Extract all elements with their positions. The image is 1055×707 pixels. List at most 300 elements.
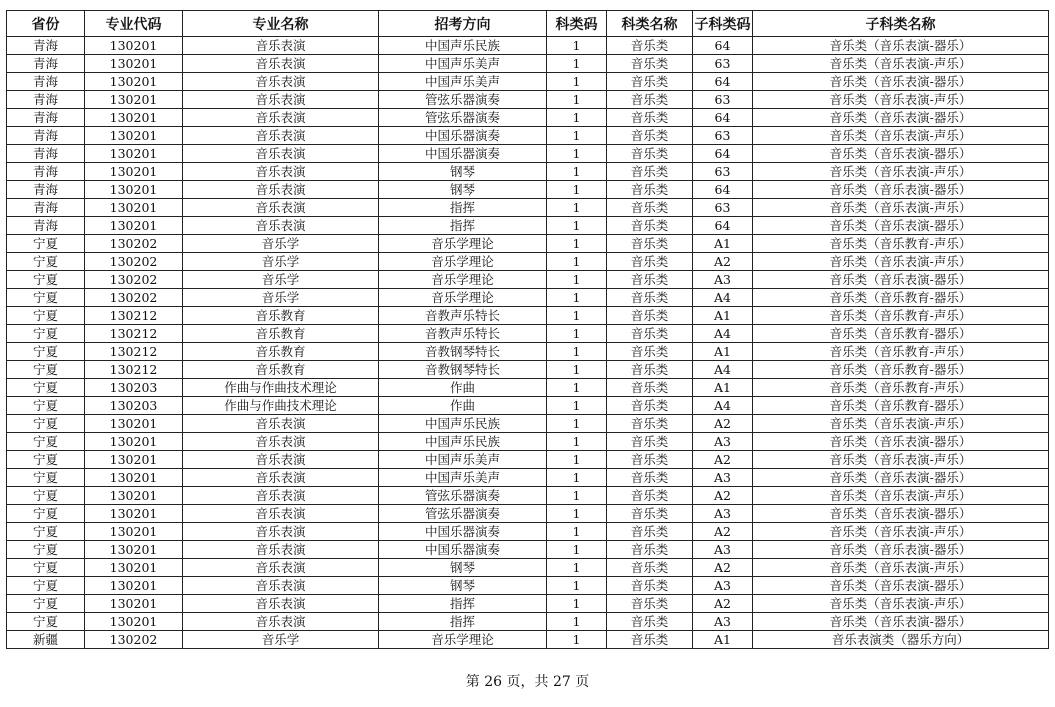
category-code-cell: 1 [547, 217, 607, 235]
direction-cell: 管弦乐器演奏 [379, 109, 547, 127]
subcategory-name-cell: 音乐类（音乐表演-器乐） [753, 505, 1049, 523]
major-code-cell: 130202 [85, 631, 183, 649]
subcategory-name-cell: 音乐类（音乐表演-器乐） [753, 73, 1049, 91]
subcategory-name-cell: 音乐类（音乐表演-器乐） [753, 541, 1049, 559]
category-code-cell: 1 [547, 163, 607, 181]
category-name-cell: 音乐类 [607, 469, 693, 487]
subcategory-code-cell: A1 [693, 631, 753, 649]
major-name-cell: 音乐表演 [183, 487, 379, 505]
major-name-cell: 音乐表演 [183, 163, 379, 181]
category-code-cell: 1 [547, 55, 607, 73]
subcategory-name-cell: 音乐类（音乐表演-声乐） [753, 127, 1049, 145]
province-cell: 青海 [7, 73, 85, 91]
subcategory-name-cell: 音乐类（音乐表演-器乐） [753, 109, 1049, 127]
major-code-cell: 130201 [85, 595, 183, 613]
category-code-cell: 1 [547, 505, 607, 523]
category-code-cell: 1 [547, 487, 607, 505]
major-code-cell: 130203 [85, 397, 183, 415]
table-row [7, 415, 1049, 433]
major-name-cell: 音乐表演 [183, 559, 379, 577]
major-name-cell: 音乐学 [183, 253, 379, 271]
subcategory-code-cell: A3 [693, 505, 753, 523]
subcategory-code-cell: 64 [693, 109, 753, 127]
category-name-cell: 音乐类 [607, 523, 693, 541]
table-row [7, 505, 1049, 523]
direction-cell: 中国乐器演奏 [379, 541, 547, 559]
major-name-cell: 音乐表演 [183, 541, 379, 559]
province-cell: 青海 [7, 199, 85, 217]
category-code-cell: 1 [547, 595, 607, 613]
major-code-cell: 130201 [85, 433, 183, 451]
subcategory-name-cell: 音乐类（音乐表演-器乐） [753, 433, 1049, 451]
major-code-cell: 130201 [85, 73, 183, 91]
category-name-cell: 音乐类 [607, 487, 693, 505]
category-code-cell: 1 [547, 469, 607, 487]
category-code-cell: 1 [547, 37, 607, 55]
province-cell: 宁夏 [7, 451, 85, 469]
subcategory-name-cell: 音乐类（音乐表演-声乐） [753, 199, 1049, 217]
subcategory-code-cell: A3 [693, 541, 753, 559]
subcategory-code-cell: A3 [693, 433, 753, 451]
subcategory-code-cell: A2 [693, 595, 753, 613]
direction-cell: 音乐学理论 [379, 631, 547, 649]
table-row [7, 577, 1049, 595]
category-code-cell: 1 [547, 253, 607, 271]
subcategory-code-cell: 64 [693, 181, 753, 199]
subcategory-name-cell: 音乐类（音乐教育-声乐） [753, 235, 1049, 253]
subcategory-code-cell: 63 [693, 55, 753, 73]
page-number: 第 26 页，共 27 页 [465, 674, 590, 690]
subcategory-name-cell: 音乐类（音乐表演-声乐） [753, 91, 1049, 109]
province-cell: 青海 [7, 55, 85, 73]
subcategory-code-cell: A4 [693, 325, 753, 343]
province-cell: 宁夏 [7, 523, 85, 541]
direction-cell: 指挥 [379, 217, 547, 235]
direction-cell: 指挥 [379, 595, 547, 613]
major-code-cell: 130201 [85, 487, 183, 505]
major-name-cell: 音乐表演 [183, 433, 379, 451]
subcategory-name-cell: 音乐类（音乐表演-声乐） [753, 595, 1049, 613]
subcategory-name-cell: 音乐类（音乐教育-器乐） [753, 397, 1049, 415]
header-major-name: 专业名称 [183, 11, 379, 37]
category-name-cell: 音乐类 [607, 253, 693, 271]
major-name-cell: 音乐学 [183, 289, 379, 307]
direction-cell: 管弦乐器演奏 [379, 91, 547, 109]
subcategory-code-cell: A1 [693, 307, 753, 325]
subcategory-name-cell: 音乐类（音乐表演-器乐） [753, 145, 1049, 163]
subcategory-name-cell: 音乐类（音乐表演-器乐） [753, 469, 1049, 487]
direction-cell: 中国乐器演奏 [379, 523, 547, 541]
province-cell: 宁夏 [7, 469, 85, 487]
subcategory-name-cell: 音乐类（音乐教育-声乐） [753, 307, 1049, 325]
table-row [7, 307, 1049, 325]
category-name-cell: 音乐类 [607, 433, 693, 451]
table-row [7, 235, 1049, 253]
subcategory-code-cell: A4 [693, 361, 753, 379]
category-code-cell: 1 [547, 559, 607, 577]
major-name-cell: 音乐表演 [183, 217, 379, 235]
province-cell: 宁夏 [7, 325, 85, 343]
direction-cell: 钢琴 [379, 559, 547, 577]
header-category-code: 科类码 [547, 11, 607, 37]
table-row [7, 397, 1049, 415]
province-cell: 宁夏 [7, 541, 85, 559]
major-name-cell: 音乐教育 [183, 325, 379, 343]
header-subcategory-name: 子科类名称 [753, 11, 1049, 37]
major-name-cell: 作曲与作曲技术理论 [183, 397, 379, 415]
direction-cell: 音乐学理论 [379, 289, 547, 307]
subcategory-name-cell: 音乐类（音乐教育-器乐） [753, 361, 1049, 379]
major-code-cell: 130201 [85, 541, 183, 559]
direction-cell: 音乐学理论 [379, 271, 547, 289]
major-name-cell: 音乐教育 [183, 343, 379, 361]
major-name-cell: 音乐表演 [183, 91, 379, 109]
major-code-cell: 130201 [85, 199, 183, 217]
subcategory-name-cell: 音乐类（音乐表演-声乐） [753, 253, 1049, 271]
table-row [7, 523, 1049, 541]
major-name-cell: 音乐教育 [183, 361, 379, 379]
category-name-cell: 音乐类 [607, 415, 693, 433]
major-name-cell: 音乐表演 [183, 55, 379, 73]
major-name-cell: 音乐表演 [183, 181, 379, 199]
table-row [7, 595, 1049, 613]
major-name-cell: 音乐表演 [183, 73, 379, 91]
province-cell: 宁夏 [7, 505, 85, 523]
category-code-cell: 1 [547, 523, 607, 541]
table-row [7, 289, 1049, 307]
category-code-cell: 1 [547, 145, 607, 163]
direction-cell: 管弦乐器演奏 [379, 487, 547, 505]
subcategory-code-cell: 63 [693, 127, 753, 145]
major-code-cell: 130201 [85, 415, 183, 433]
direction-cell: 音乐学理论 [379, 253, 547, 271]
subcategory-name-cell: 音乐类（音乐表演-声乐） [753, 559, 1049, 577]
subcategory-name-cell: 音乐类（音乐教育-器乐） [753, 325, 1049, 343]
direction-cell: 中国乐器演奏 [379, 145, 547, 163]
category-name-cell: 音乐类 [607, 217, 693, 235]
direction-cell: 管弦乐器演奏 [379, 505, 547, 523]
province-cell: 宁夏 [7, 613, 85, 631]
subcategory-name-cell: 音乐类（音乐表演-器乐） [753, 613, 1049, 631]
direction-cell: 音教钢琴特长 [379, 361, 547, 379]
major-code-cell: 130202 [85, 271, 183, 289]
category-code-cell: 1 [547, 433, 607, 451]
category-name-cell: 音乐类 [607, 577, 693, 595]
table-row [7, 343, 1049, 361]
major-code-cell: 130201 [85, 37, 183, 55]
province-cell: 青海 [7, 163, 85, 181]
category-name-cell: 音乐类 [607, 109, 693, 127]
subcategory-name-cell: 音乐类（音乐表演-声乐） [753, 415, 1049, 433]
major-code-cell: 130201 [85, 469, 183, 487]
header-subcategory-code: 子科类码 [693, 11, 753, 37]
category-code-cell: 1 [547, 235, 607, 253]
subcategory-code-cell: A2 [693, 487, 753, 505]
subcategory-code-cell: A1 [693, 235, 753, 253]
direction-cell: 作曲 [379, 397, 547, 415]
direction-cell: 中国声乐美声 [379, 55, 547, 73]
category-name-cell: 音乐类 [607, 631, 693, 649]
category-name-cell: 音乐类 [607, 289, 693, 307]
major-code-cell: 130201 [85, 127, 183, 145]
table-row [7, 379, 1049, 397]
major-name-cell: 音乐学 [183, 631, 379, 649]
category-name-cell: 音乐类 [607, 181, 693, 199]
province-cell: 新疆 [7, 631, 85, 649]
table-row [7, 361, 1049, 379]
subcategory-code-cell: A2 [693, 451, 753, 469]
subcategory-code-cell: A2 [693, 523, 753, 541]
major-code-cell: 130201 [85, 613, 183, 631]
category-name-cell: 音乐类 [607, 55, 693, 73]
category-name-cell: 音乐类 [607, 613, 693, 631]
category-code-cell: 1 [547, 199, 607, 217]
direction-cell: 钢琴 [379, 163, 547, 181]
major-code-cell: 130201 [85, 559, 183, 577]
direction-cell: 中国声乐美声 [379, 451, 547, 469]
subcategory-name-cell: 音乐表演类（器乐方向） [753, 631, 1049, 649]
category-name-cell: 音乐类 [607, 163, 693, 181]
subcategory-code-cell: A1 [693, 379, 753, 397]
direction-cell: 音教声乐特长 [379, 307, 547, 325]
subcategory-code-cell: 64 [693, 37, 753, 55]
major-name-cell: 音乐表演 [183, 595, 379, 613]
category-name-cell: 音乐类 [607, 505, 693, 523]
subcategory-name-cell: 音乐类（音乐表演-声乐） [753, 451, 1049, 469]
subcategory-name-cell: 音乐类（音乐表演-声乐） [753, 55, 1049, 73]
major-name-cell: 音乐表演 [183, 505, 379, 523]
major-code-cell: 130201 [85, 577, 183, 595]
major-code-cell: 130202 [85, 235, 183, 253]
category-code-cell: 1 [547, 271, 607, 289]
table-row [7, 217, 1049, 235]
category-code-cell: 1 [547, 379, 607, 397]
category-name-cell: 音乐类 [607, 307, 693, 325]
province-cell: 宁夏 [7, 595, 85, 613]
province-cell: 宁夏 [7, 487, 85, 505]
subcategory-code-cell: 63 [693, 163, 753, 181]
category-name-cell: 音乐类 [607, 91, 693, 109]
province-cell: 青海 [7, 109, 85, 127]
major-name-cell: 音乐表演 [183, 199, 379, 217]
major-name-cell: 音乐表演 [183, 37, 379, 55]
subcategory-code-cell: A3 [693, 613, 753, 631]
category-name-cell: 音乐类 [607, 145, 693, 163]
major-code-cell: 130201 [85, 451, 183, 469]
data-table [6, 10, 1049, 649]
category-name-cell: 音乐类 [607, 361, 693, 379]
major-code-cell: 130201 [85, 505, 183, 523]
table-row [7, 109, 1049, 127]
category-name-cell: 音乐类 [607, 235, 693, 253]
category-code-cell: 1 [547, 397, 607, 415]
subcategory-code-cell: A3 [693, 271, 753, 289]
province-cell: 青海 [7, 181, 85, 199]
province-cell: 宁夏 [7, 559, 85, 577]
subcategory-code-cell: 63 [693, 199, 753, 217]
direction-cell: 中国声乐民族 [379, 37, 547, 55]
category-code-cell: 1 [547, 73, 607, 91]
major-name-cell: 音乐表演 [183, 109, 379, 127]
direction-cell: 指挥 [379, 199, 547, 217]
province-cell: 宁夏 [7, 253, 85, 271]
province-cell: 宁夏 [7, 361, 85, 379]
subcategory-code-cell: 64 [693, 73, 753, 91]
major-name-cell: 音乐表演 [183, 127, 379, 145]
table-row [7, 127, 1049, 145]
major-name-cell: 音乐表演 [183, 415, 379, 433]
subcategory-code-cell: A3 [693, 469, 753, 487]
category-name-cell: 音乐类 [607, 199, 693, 217]
major-code-cell: 130201 [85, 109, 183, 127]
table-row [7, 253, 1049, 271]
category-name-cell: 音乐类 [607, 127, 693, 145]
header-major-code: 专业代码 [85, 11, 183, 37]
province-cell: 宁夏 [7, 235, 85, 253]
major-name-cell: 音乐表演 [183, 451, 379, 469]
table-row [7, 631, 1049, 649]
table-row [7, 145, 1049, 163]
category-name-cell: 音乐类 [607, 451, 693, 469]
direction-cell: 作曲 [379, 379, 547, 397]
subcategory-name-cell: 音乐类（音乐教育-声乐） [753, 343, 1049, 361]
table-row [7, 37, 1049, 55]
category-code-cell: 1 [547, 109, 607, 127]
major-code-cell: 130201 [85, 55, 183, 73]
major-code-cell: 130201 [85, 145, 183, 163]
major-code-cell: 130202 [85, 289, 183, 307]
table-header-row [7, 11, 1049, 37]
table-row [7, 613, 1049, 631]
category-name-cell: 音乐类 [607, 73, 693, 91]
subcategory-name-cell: 音乐类（音乐教育-声乐） [753, 379, 1049, 397]
major-code-cell: 130201 [85, 217, 183, 235]
major-name-cell: 音乐表演 [183, 469, 379, 487]
subcategory-code-cell: A2 [693, 559, 753, 577]
direction-cell: 音教钢琴特长 [379, 343, 547, 361]
major-name-cell: 音乐教育 [183, 307, 379, 325]
direction-cell: 中国声乐民族 [379, 415, 547, 433]
major-name-cell: 音乐表演 [183, 145, 379, 163]
table-row [7, 487, 1049, 505]
subcategory-name-cell: 音乐类（音乐表演-器乐） [753, 577, 1049, 595]
category-name-cell: 音乐类 [607, 379, 693, 397]
category-code-cell: 1 [547, 451, 607, 469]
major-code-cell: 130212 [85, 361, 183, 379]
subcategory-name-cell: 音乐类（音乐表演-器乐） [753, 37, 1049, 55]
category-name-cell: 音乐类 [607, 37, 693, 55]
category-code-cell: 1 [547, 325, 607, 343]
subcategory-code-cell: 64 [693, 145, 753, 163]
table-body [7, 37, 1049, 649]
province-cell: 青海 [7, 217, 85, 235]
direction-cell: 中国声乐民族 [379, 433, 547, 451]
province-cell: 宁夏 [7, 271, 85, 289]
major-code-cell: 130201 [85, 181, 183, 199]
table-row [7, 541, 1049, 559]
table-row [7, 73, 1049, 91]
category-code-cell: 1 [547, 415, 607, 433]
subcategory-name-cell: 音乐类（音乐教育-器乐） [753, 289, 1049, 307]
province-cell: 青海 [7, 37, 85, 55]
province-cell: 宁夏 [7, 343, 85, 361]
direction-cell: 中国声乐美声 [379, 73, 547, 91]
direction-cell: 指挥 [379, 613, 547, 631]
table-row [7, 451, 1049, 469]
table-row [7, 91, 1049, 109]
category-name-cell: 音乐类 [607, 325, 693, 343]
category-name-cell: 音乐类 [607, 595, 693, 613]
subcategory-name-cell: 音乐类（音乐表演-声乐） [753, 163, 1049, 181]
category-code-cell: 1 [547, 307, 607, 325]
province-cell: 宁夏 [7, 415, 85, 433]
header-direction: 招考方向 [379, 11, 547, 37]
category-code-cell: 1 [547, 127, 607, 145]
table-row [7, 163, 1049, 181]
major-name-cell: 音乐表演 [183, 523, 379, 541]
subcategory-code-cell: 64 [693, 217, 753, 235]
category-name-cell: 音乐类 [607, 343, 693, 361]
major-name-cell: 音乐学 [183, 271, 379, 289]
table-row [7, 199, 1049, 217]
subcategory-name-cell: 音乐类（音乐表演-声乐） [753, 487, 1049, 505]
header-category-name: 科类名称 [607, 11, 693, 37]
major-code-cell: 130203 [85, 379, 183, 397]
category-code-cell: 1 [547, 91, 607, 109]
major-name-cell: 音乐表演 [183, 577, 379, 595]
province-cell: 青海 [7, 91, 85, 109]
category-name-cell: 音乐类 [607, 271, 693, 289]
major-code-cell: 130201 [85, 91, 183, 109]
table-row [7, 469, 1049, 487]
province-cell: 青海 [7, 127, 85, 145]
subcategory-code-cell: A2 [693, 415, 753, 433]
major-name-cell: 作曲与作曲技术理论 [183, 379, 379, 397]
direction-cell: 音乐学理论 [379, 235, 547, 253]
header-province: 省份 [7, 11, 85, 37]
province-cell: 宁夏 [7, 379, 85, 397]
category-name-cell: 音乐类 [607, 397, 693, 415]
direction-cell: 钢琴 [379, 181, 547, 199]
province-cell: 宁夏 [7, 289, 85, 307]
table-row [7, 271, 1049, 289]
category-code-cell: 1 [547, 631, 607, 649]
category-code-cell: 1 [547, 289, 607, 307]
category-code-cell: 1 [547, 541, 607, 559]
table-row [7, 325, 1049, 343]
subcategory-code-cell: A4 [693, 289, 753, 307]
category-code-cell: 1 [547, 361, 607, 379]
major-code-cell: 130201 [85, 523, 183, 541]
major-name-cell: 音乐学 [183, 235, 379, 253]
province-cell: 宁夏 [7, 397, 85, 415]
direction-cell: 音教声乐特长 [379, 325, 547, 343]
subcategory-code-cell: A2 [693, 253, 753, 271]
major-code-cell: 130212 [85, 307, 183, 325]
major-code-cell: 130212 [85, 343, 183, 361]
category-code-cell: 1 [547, 343, 607, 361]
subcategory-code-cell: A4 [693, 397, 753, 415]
subcategory-name-cell: 音乐类（音乐表演-声乐） [753, 523, 1049, 541]
subcategory-name-cell: 音乐类（音乐表演-器乐） [753, 271, 1049, 289]
direction-cell: 中国乐器演奏 [379, 127, 547, 145]
category-name-cell: 音乐类 [607, 559, 693, 577]
subcategory-name-cell: 音乐类（音乐表演-器乐） [753, 217, 1049, 235]
table-row [7, 433, 1049, 451]
province-cell: 宁夏 [7, 433, 85, 451]
major-code-cell: 130212 [85, 325, 183, 343]
subcategory-code-cell: A1 [693, 343, 753, 361]
